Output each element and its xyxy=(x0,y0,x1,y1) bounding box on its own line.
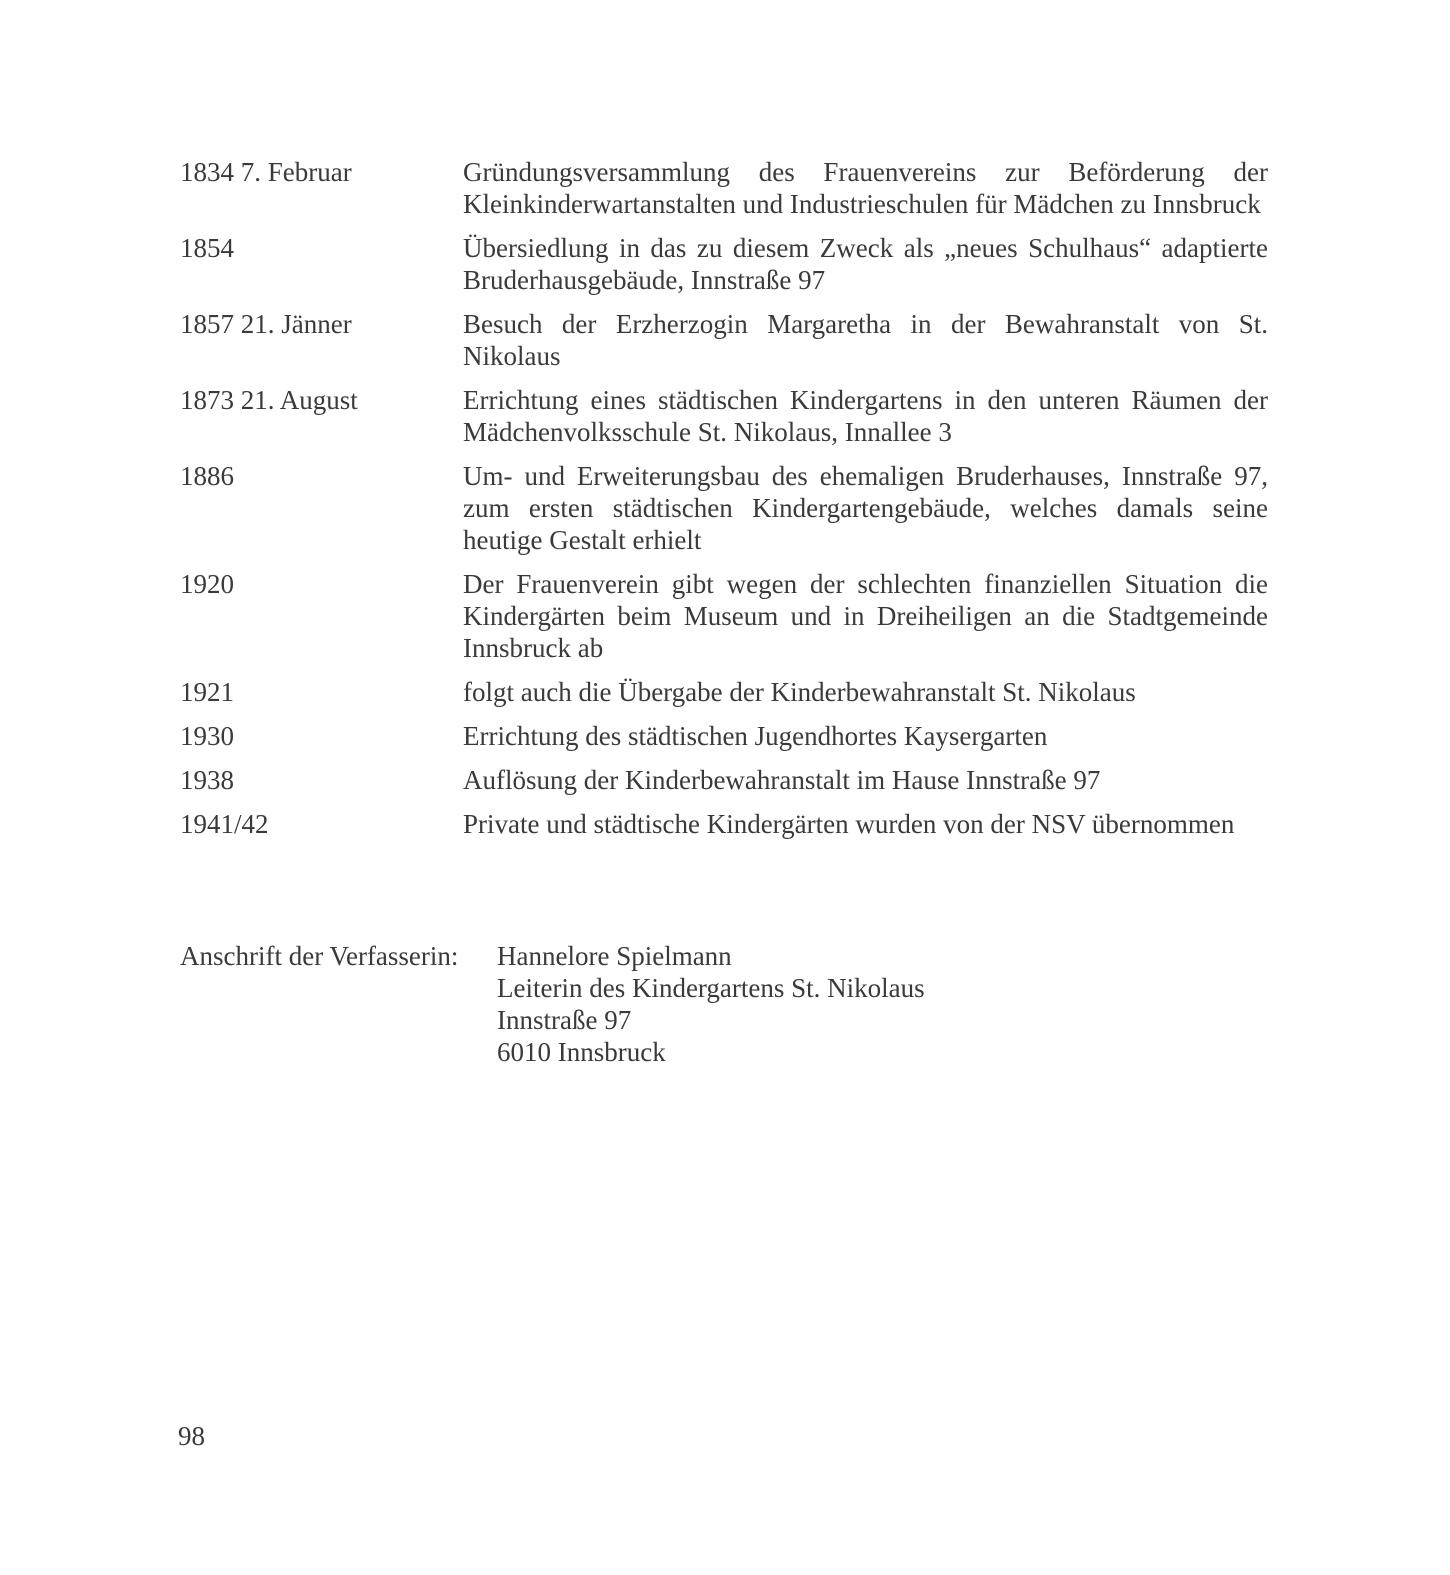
chronology-entry xyxy=(180,308,1268,372)
entry-date: 1854 xyxy=(180,233,234,263)
chronology-entry xyxy=(180,808,1268,840)
entry-date: 1857 21. Jänner xyxy=(180,309,352,339)
address-lines xyxy=(497,940,925,1068)
entry-description: Übersiedlung in das zu diesem Zweck als „neues Schulhaus“ adaptierte Bruderhausgebäude, Innstraße 97 xyxy=(463,233,1268,295)
entry-description: Gründungsversammlung des Frauenvereins zur Beförderung der Kleinkinderwartanstalten und Industrieschulen für Mädchen zu Innsbruck xyxy=(463,157,1268,219)
entry-description: Besuch der Erzherzogin Margaretha in der Bewahranstalt von St. Nikolaus xyxy=(463,309,1268,371)
entry-description: Auflösung der Kinderbewahranstalt im Hause Innstraße 97 xyxy=(463,765,1101,795)
address-line-name: Hannelore Spielmann xyxy=(497,941,732,971)
entry-description: Private und städtische Kindergärten wurden von der NSV übernommen xyxy=(463,809,1235,839)
chronology-entry xyxy=(180,676,1268,708)
entry-date: 1834 7. Februar xyxy=(180,157,352,187)
author-address xyxy=(180,940,925,1068)
entry-description: Um- und Erweiterungsbau des ehemaligen Bruderhauses, Innstraße 97, zum ersten städtischen Kindergartengebäude, welches damals seine heutige Gestalt erhielt xyxy=(463,461,1268,555)
entry-description: folgt auch die Übergabe der Kinderbewahranstalt St. Nikolaus xyxy=(463,677,1136,707)
entry-date: 1920 xyxy=(180,569,234,599)
entry-date: 1921 xyxy=(180,677,234,707)
address-line-position: Leiterin des Kindergartens St. Nikolaus xyxy=(497,973,925,1003)
entry-date: 1941/42 xyxy=(180,809,269,839)
address-line-street: Innstraße 97 xyxy=(497,1005,632,1035)
entry-date: 1873 21. August xyxy=(180,385,358,415)
entry-date: 1886 xyxy=(180,461,234,491)
address-label: Anschrift der Verfasserin: xyxy=(180,941,459,971)
page-number: 98 xyxy=(178,1421,205,1451)
entry-date: 1938 xyxy=(180,765,234,795)
entry-description: Errichtung eines städtischen Kindergartens in den unteren Räumen der Mädchenvolksschule St. Nikolaus, Innallee 3 xyxy=(463,385,1268,447)
chronology-entry xyxy=(180,764,1268,796)
chronology-list xyxy=(180,156,1268,852)
entry-description: Der Frauenverein gibt wegen der schlechten finanziellen Situation die Kindergärten beim Museum und in Dreiheiligen an die Stadtgemeinde Innsbruck ab xyxy=(463,569,1268,663)
chronology-entry xyxy=(180,232,1268,296)
chronology-entry xyxy=(180,720,1268,752)
chronology-entry xyxy=(180,460,1268,556)
chronology-entry xyxy=(180,156,1268,220)
chronology-entry xyxy=(180,384,1268,448)
entry-date: 1930 xyxy=(180,721,234,751)
address-line-city: 6010 Innsbruck xyxy=(497,1037,666,1067)
entry-description: Errichtung des städtischen Jugendhortes Kaysergarten xyxy=(463,721,1048,751)
chronology-entry xyxy=(180,568,1268,664)
